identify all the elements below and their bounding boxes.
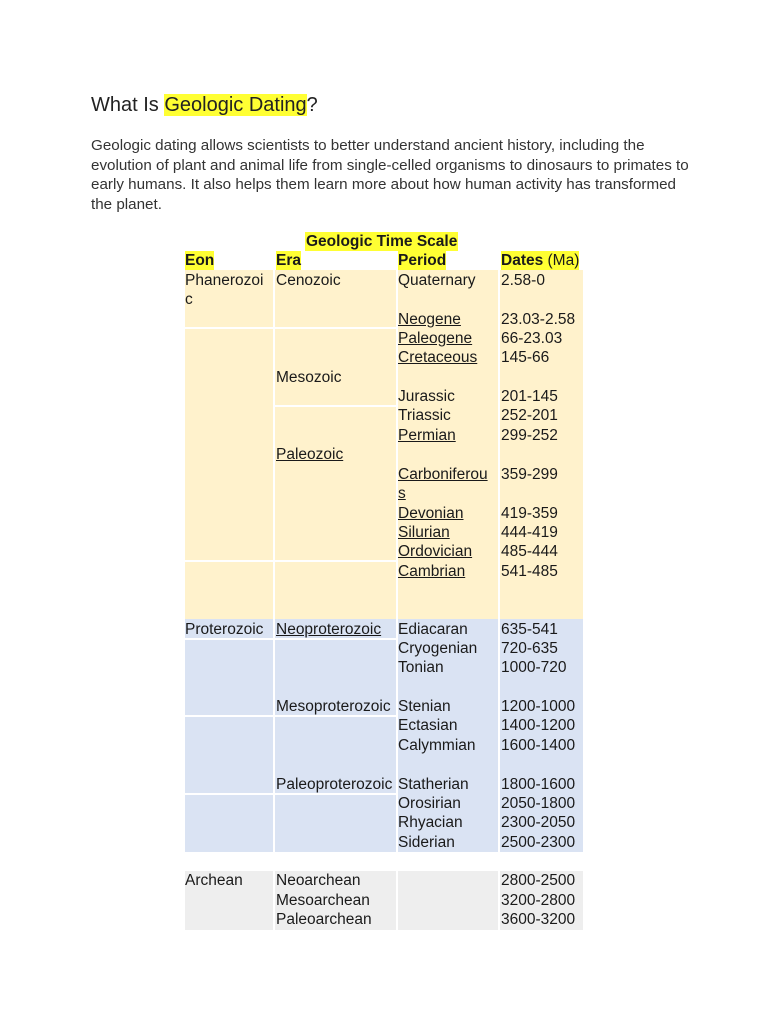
period-quaternary: Quaternary xyxy=(398,272,476,289)
row-divider xyxy=(185,327,397,329)
date-calymmian: 1600-1400 xyxy=(501,737,576,754)
period-devonian-link[interactable]: Devonian xyxy=(398,505,464,522)
period-jurassic: Jurassic xyxy=(398,388,455,405)
date-cryogenian: 720-635 xyxy=(501,640,558,657)
header-eon: Eon xyxy=(185,252,215,269)
eon-proterozoic: Proterozoic xyxy=(185,621,264,638)
date-mesoarchean: 3200-2800 xyxy=(501,892,576,909)
date-cambrian: 541-485 xyxy=(501,563,558,580)
era-mesoarchean: Mesoarchean xyxy=(276,892,370,909)
eon-phanerozoic-wrap: c xyxy=(185,291,193,308)
date-jurassic: 201-145 xyxy=(501,388,558,405)
table-title: Geologic Time Scale xyxy=(306,233,458,250)
page-title xyxy=(91,94,318,117)
period-carboniferous-link[interactable]: Carboniferou xyxy=(398,466,488,483)
date-triassic: 252-201 xyxy=(501,407,558,424)
era-mesoproterozoic: Mesoproterozoic xyxy=(276,698,391,715)
title-highlight: Geologic Dating xyxy=(164,94,307,116)
period-statherian: Statherian xyxy=(398,776,469,793)
header-period: Period xyxy=(398,252,447,269)
period-ordovician-link[interactable]: Ordovician xyxy=(398,543,473,560)
date-quaternary: 2.58-0 xyxy=(501,272,545,289)
title-prefix: What Is xyxy=(91,94,165,116)
row-divider xyxy=(185,560,397,562)
era-cenozoic: Cenozoic xyxy=(276,272,341,289)
period-permian-link[interactable]: Permian xyxy=(398,427,456,444)
column-divider xyxy=(498,270,500,930)
date-carboniferous: 359-299 xyxy=(501,466,558,483)
intro-paragraph: Geologic dating allows scientists to better understand ancient history, including the evolution of plant and animal life from single-celled organisms to dinosaurs to primates to early humans. It also helps them learn more about how human activity has transformed the planet. xyxy=(91,137,689,213)
date-permian: 299-252 xyxy=(501,427,558,444)
title-suffix: ? xyxy=(306,94,318,116)
period-ectasian: Ectasian xyxy=(398,717,458,734)
column-divider xyxy=(273,270,275,930)
period-paleogene-link[interactable]: Paleogene xyxy=(398,330,473,347)
date-siderian: 2500-2300 xyxy=(501,834,576,851)
date-neogene: 23.03-2.58 xyxy=(501,311,576,328)
period-rhyacian: Rhyacian xyxy=(398,814,463,831)
period-ediacaran: Ediacaran xyxy=(398,621,468,638)
date-paleogene: 66-23.03 xyxy=(501,330,563,347)
period-triassic: Triassic xyxy=(398,407,451,424)
era-paleoarchean: Paleoarchean xyxy=(276,911,372,928)
period-cryogenian: Cryogenian xyxy=(398,640,478,657)
period-silurian-link[interactable]: Silurian xyxy=(398,524,450,541)
period-tonian: Tonian xyxy=(398,659,444,676)
era-neoarchean: Neoarchean xyxy=(276,872,361,889)
period-calymmian: Calymmian xyxy=(398,737,476,754)
era-neoproterozoic-link[interactable]: Neoproterozoic xyxy=(276,621,382,638)
header-era: Era xyxy=(276,252,301,269)
date-devonian: 419-359 xyxy=(501,505,558,522)
date-rhyacian: 2300-2050 xyxy=(501,814,576,831)
date-stenian: 1200-1000 xyxy=(501,698,576,715)
row-divider xyxy=(275,405,397,407)
eon-archean: Archean xyxy=(185,872,243,889)
era-mesozoic: Mesozoic xyxy=(276,369,342,386)
period-orosirian: Orosirian xyxy=(398,795,461,812)
period-cambrian-link[interactable]: Cambrian xyxy=(398,563,466,580)
date-ordovician: 485-444 xyxy=(501,543,558,560)
era-paleozoic-link[interactable]: Paleozoic xyxy=(276,446,344,463)
date-cretaceous: 145-66 xyxy=(501,349,550,366)
period-neogene-link[interactable]: Neogene xyxy=(398,311,461,328)
date-tonian: 1000-720 xyxy=(501,659,567,676)
date-silurian: 444-419 xyxy=(501,524,558,541)
header-dates-unit: (Ma) xyxy=(543,252,580,269)
period-cretaceous-link[interactable]: Cretaceous xyxy=(398,349,478,366)
period-siderian: Siderian xyxy=(398,834,455,851)
era-paleoproterozoic: Paleoproterozoic xyxy=(276,776,393,793)
date-neoarchean: 2800-2500 xyxy=(501,872,576,889)
period-carboniferous-link-wrap[interactable]: s xyxy=(398,485,406,502)
date-ediacaran: 635-541 xyxy=(501,621,558,638)
header-dates-label: Dates xyxy=(501,252,544,269)
header-dates xyxy=(501,251,579,270)
date-orosirian: 2050-1800 xyxy=(501,795,576,812)
date-statherian: 1800-1600 xyxy=(501,776,576,793)
date-ectasian: 1400-1200 xyxy=(501,717,576,734)
date-paleoarchean: 3600-3200 xyxy=(501,911,576,928)
eon-phanerozoic: Phanerozoi xyxy=(185,272,264,289)
period-stenian: Stenian xyxy=(398,698,451,715)
